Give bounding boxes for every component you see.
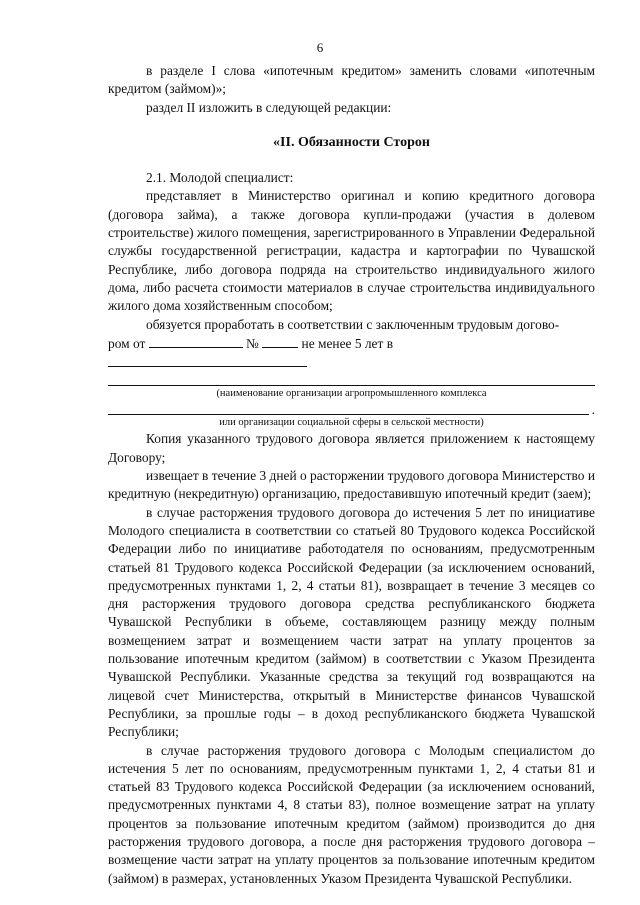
paragraph: в случае расторжения трудового договора до истечения 5 лет по инициативе Молодого специалиста в соответствии со статьей 80 Трудового кодекса Российской Федерации либо по инициативе работодателя по основаниям, предусмотренным статьей 81 Трудового кодекса Российской Федерации (за исключением оснований, предусмотренных пунктами 1, 2, 4 статьи 81), возвращает в течение 3 месяцев со дня расторжения трудового договора средства республиканского бюджета Чувашской Республики в объеме, составляющем разницу между полным возмещением затрат и возмещением части затрат на уплату процентов за пользование ипотечным кредитом (займом) в соответствии с Указом Президента Чувашской Республики. Указанные средства за текущий год возвращаются на лицевой счет Министерства, открытый в Министерстве финансов Чувашской Республики, за прошлые годы – в доход республиканского бюджета Чувашской Республики;	[108, 504, 595, 740]
section-title: «II. Обязанности Сторон	[273, 134, 430, 150]
contract-term-label: не менее 5 лет в	[301, 335, 394, 351]
subsection-heading: 2.1. Молодой специалист:	[146, 170, 294, 186]
line-end-dot: .	[591, 402, 595, 418]
paragraph: в случае расторжения трудового договора с Молодым специалистом до истечения 5 лет по основаниям, предусмотренным пунктами 1, 2, 4 статьи 81 и статьей 83 Трудового кодекса Российской Федерации (за исключением оснований, предусмотренных пунктами 4, 8 статьи 83), полное возмещение затрат на уплату процентов за пользование ипотечным кредитом (займом) производится до дня расторжения трудового договора, а после дня расторжения трудового договора – возмещение части затрат на уплату процентов за пользование ипотечным кредитом (займом) в размерах, установленных Указом Президента Чувашской Республики.	[108, 742, 595, 886]
intro-paragraph: в разделе I слова «ипотечным кредитом» заменить словами «ипотечным кредитом (займом)»;	[108, 63, 595, 97]
organization-blank-line[interactable]	[108, 372, 595, 386]
intro-paragraph: раздел II изложить в следующей редакции:	[146, 99, 392, 115]
organization-blank-line-2[interactable]	[108, 401, 589, 415]
page-number: 6	[316, 40, 324, 55]
contract-date-label: ром от	[108, 335, 146, 351]
paragraph: представляет в Министерство оригинал и копию кредитного договора (договора займа), а также договора купли-продажи (участия в долевом строительстве) жилого помещения, зарегистрированного в Управлении Федеральной службы государственной регистрации, кадастра и картографии по Чувашской Республике, либо договора подряда на строительство индивидуального жилого дома, либо расчета стоимости материалов в случае строительства индивидуального жилого дома хозяйственным способом;	[108, 188, 595, 314]
document-body	[108, 62, 595, 888]
organization-caption-2: или организации социальной сферы в сельской местности)	[219, 417, 484, 429]
contract-number-blank[interactable]	[262, 334, 298, 348]
organization-caption: (наименование организации агропромышленного комплекса	[216, 388, 487, 400]
organization-blank-start[interactable]	[108, 353, 307, 367]
organization-blank-line-2-wrap	[108, 401, 595, 418]
contract-number-label: №	[246, 335, 259, 351]
contract-date-blank[interactable]	[149, 334, 243, 348]
paragraph: извещает в течение 3 дней о расторжении трудового договора Министерство и кредитную (некредитную) организацию, предоставившую ипотечный кредит (заем);	[108, 468, 595, 502]
obligation-line: обязуется проработать в соответствии с заключенным трудовым догово-	[146, 316, 560, 332]
paragraph: Копия указанного трудового договора является приложением к настоящему Договору;	[108, 431, 595, 465]
contract-fill-line	[108, 334, 595, 373]
